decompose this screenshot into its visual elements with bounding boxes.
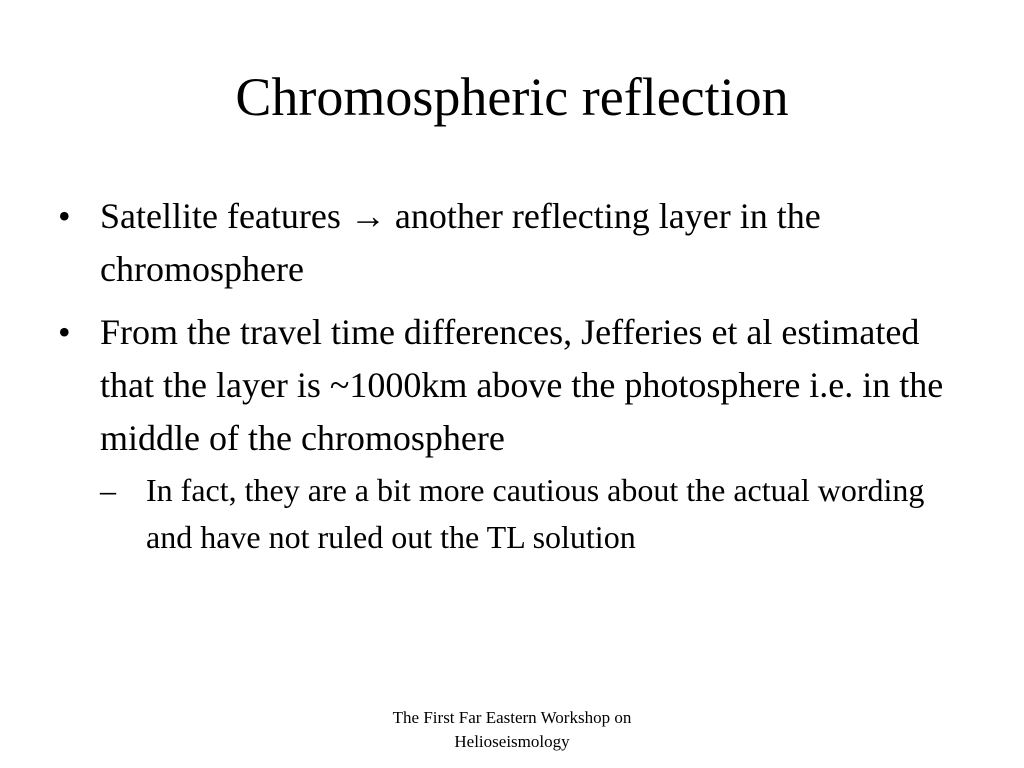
bullet-text: Satellite features → another reflecting layer in the chromosphere bbox=[100, 196, 821, 289]
slide-title: Chromospheric reflection bbox=[235, 67, 789, 127]
sub-bullet-marker: – bbox=[100, 472, 116, 508]
bullet-item bbox=[58, 306, 968, 561]
footer-line-2: Helioseismology bbox=[454, 732, 570, 751]
bullet-marker: • bbox=[58, 196, 71, 236]
slide-footer bbox=[352, 706, 672, 754]
sub-bullet-item bbox=[100, 467, 968, 561]
sub-bullet-list bbox=[100, 467, 968, 561]
footer-line-1: The First Far Eastern Workshop on bbox=[392, 708, 632, 727]
bullet-list bbox=[58, 190, 968, 571]
bullet-text: From the travel time differences, Jefferies et al estimated that the layer is ~1000km above the photosphere i.e. in the middle of the chromosphere bbox=[100, 312, 944, 458]
bullet-item bbox=[58, 190, 968, 296]
bullet-marker: • bbox=[58, 312, 71, 352]
sub-bullet-text: In fact, they are a bit more cautious about the actual wording and have not ruled out the TL solution bbox=[146, 472, 925, 555]
